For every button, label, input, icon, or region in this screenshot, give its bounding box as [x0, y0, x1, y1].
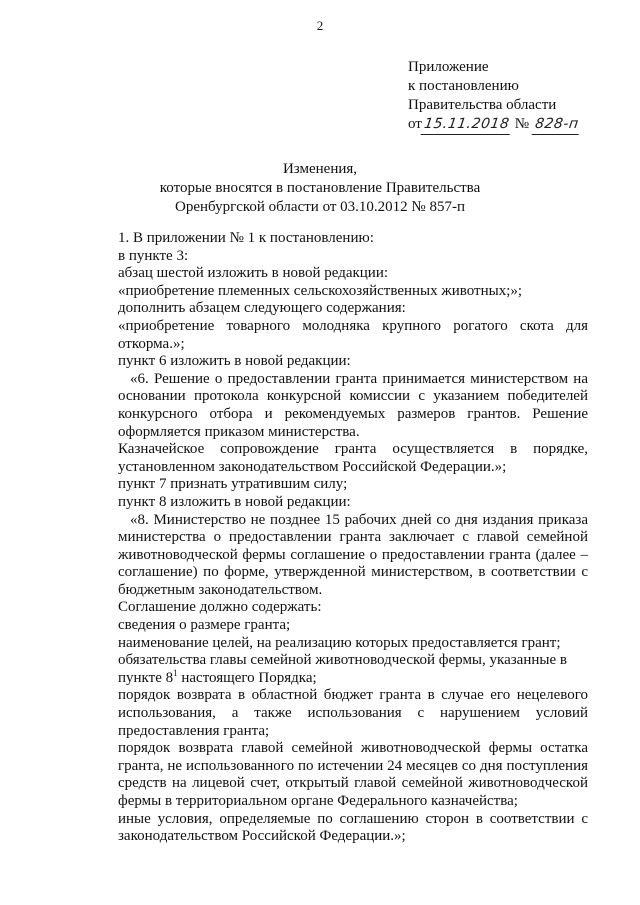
paragraph: 1. В приложении № 1 к постановлению: — [118, 230, 374, 246]
title-line-2: которые вносятся в постановление Правительства — [159, 180, 481, 196]
title-line-3: Оренбургской области от 03.10.2012 № 857-п — [174, 199, 466, 215]
from-prefix: от — [408, 116, 422, 132]
paragraph: пункт 6 изложить в новой редакции: — [118, 353, 351, 370]
title-line-1: Изменения, — [282, 161, 358, 177]
paragraph: абзац шестой изложить в новой редакции: — [118, 265, 389, 282]
document-body — [118, 230, 588, 846]
paragraph: Казначейское сопровождение гранта осуществляется в порядке, установленном законодательством Российской Федерации.»; — [118, 441, 588, 475]
document-title — [0, 160, 640, 217]
paragraph: в пункте 3: — [118, 247, 189, 264]
appendix-stamp — [408, 58, 580, 135]
paragraph: пункт 7 признать утратившим силу; — [118, 476, 348, 493]
page-number: 2 — [316, 18, 324, 33]
handwritten-number: 828-п — [531, 115, 581, 135]
appendix-line-2: к постановлению — [408, 78, 519, 94]
superscript: 1 — [173, 667, 178, 678]
paragraph — [118, 652, 588, 687]
paragraph: «8. Министерство не позднее 15 рабочих дней со дня издания приказа министерства о предоставлении гранта заключает с главой семейной животноводческой фермы соглашение о предоставлении гранта (далее – соглашение) по форме, утвержденной министерством, в соответствии с бюджетным законодательством. — [118, 511, 588, 598]
number-sign: № — [514, 116, 530, 132]
paragraph: пункт 8 изложить в новой редакции: — [118, 493, 351, 510]
paragraph-text: пункте 8 — [118, 669, 174, 686]
paragraph-text: обязательства главы семейной животноводческой фермы, указанные в — [118, 652, 567, 669]
paragraph: порядок возврата в областной бюджет гранта в случае его нецелевого использования, а также использования с нарушением условий предоставления гранта; — [118, 687, 588, 739]
paragraph: иные условия, определяемые по соглашению сторон в соответствии с законодательством Российской Федерации.»; — [118, 810, 588, 845]
paragraph: «приобретение товарного молодняка крупного рогатого скота для откорма.»; — [118, 317, 588, 352]
paragraph: сведения о размере гранта; — [118, 617, 291, 634]
paragraph: наименование целей, на реализацию которых предоставляется грант; — [118, 634, 561, 651]
appendix-line-3: Правительства области — [408, 97, 557, 113]
appendix-date-number-line — [408, 115, 580, 135]
handwritten-date: 15.11.2018 — [420, 115, 512, 135]
paragraph: «приобретение племенных сельскохозяйственных животных;»; — [118, 282, 523, 299]
paragraph: порядок возврата главой семейной животноводческой фермы остатка гранта, не использованного по истечении 24 месяцев со дня поступления средств на лицевой счет, открытый главой семейной животноводческой фермы в территориальном органе Федерального казначейства; — [118, 740, 588, 809]
paragraph: дополнить абзацем следующего содержания: — [118, 300, 406, 317]
paragraph: Соглашение должно содержать: — [118, 599, 322, 616]
paragraph-text: настоящего Порядка; — [177, 669, 317, 686]
appendix-line-1: Приложение — [408, 59, 489, 75]
paragraph: «6. Решение о предоставлении гранта принимается министерством на основании протокола конкурсной комиссии с указанием победителей конкурсного отбора и рекомендуемых размеров грантов. Решение оформляется приказом министерства. — [118, 370, 588, 440]
